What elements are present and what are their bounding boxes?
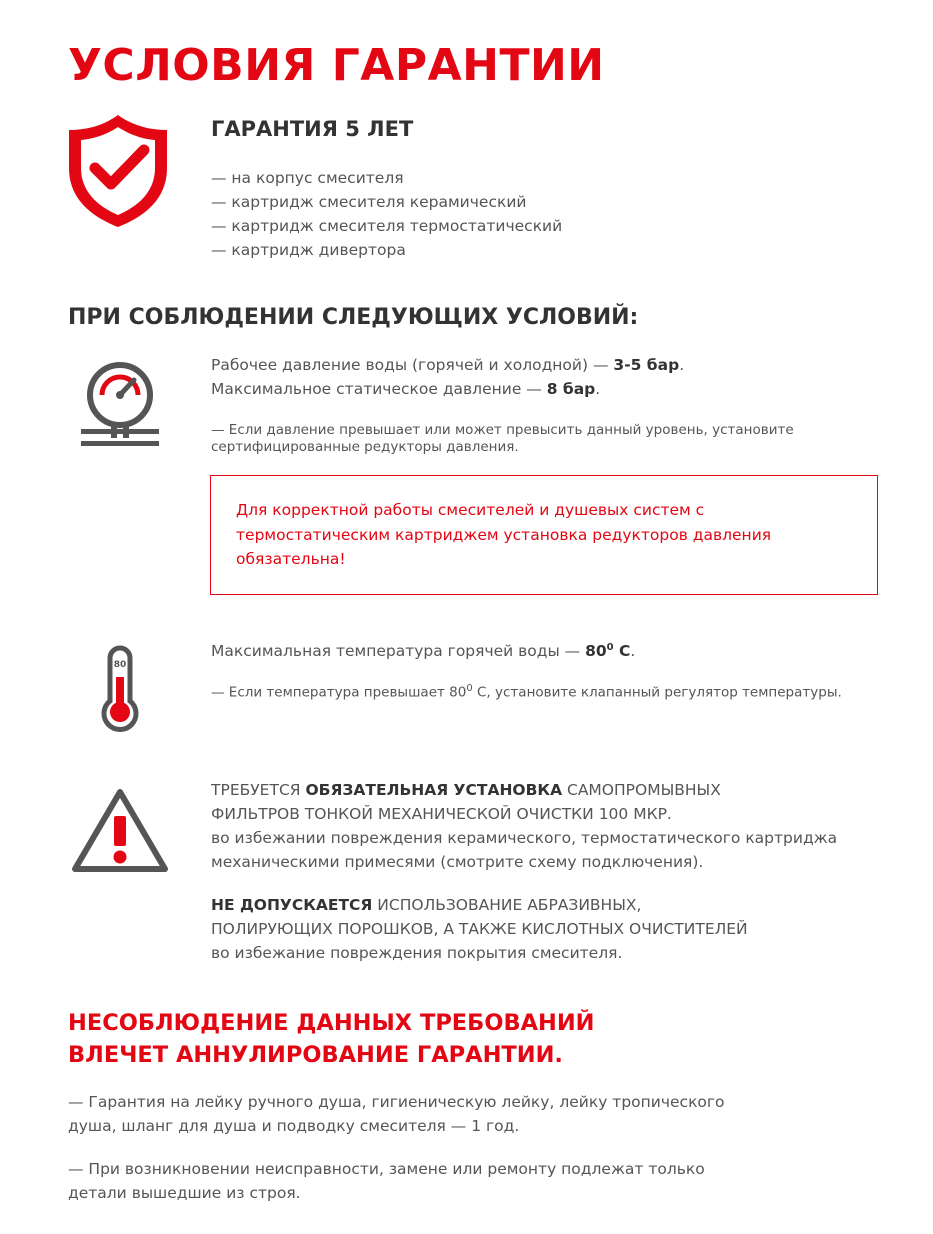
violation-warning: НЕСОБЛЮДЕНИЕ ДАННЫХ ТРЕБОВАНИЙ ВЛЕЧЕТ АННУЛИРОВАНИЕ ГАРАНТИИ. <box>68 1010 595 1068</box>
warning-icon <box>70 786 170 876</box>
footer-repair-note: — При возникновении неисправности, замене или ремонту подлежат только детали вышедшие из строя. <box>68 1160 705 1202</box>
pressure-note: — Если давление превышает или может превысить данный уровень, установите сертифицированные редукторы давления. <box>211 422 794 455</box>
footer-hoses-warranty: — Гарантия на лейку ручного душа, гигиеническую лейку, лейку тропического душа, шланг для душа и подводку смесителя — 1 год. <box>68 1093 725 1135</box>
shield-check-icon <box>66 112 171 230</box>
warranty-list <box>211 166 562 262</box>
thermometer-icon <box>96 644 144 734</box>
thermometer-label: 80 <box>113 660 127 670</box>
pressure-reducer-notice: Для корректной работы смесителей и душевых систем с термостатическим картриджем установка редукторов давления обязательна! <box>210 475 878 595</box>
conditions-heading: ПРИ СОБЛЮДЕНИИ СЛЕДУЮЩИХ УСЛОВИЙ: <box>68 305 639 330</box>
warranty-heading: ГАРАНТИЯ 5 ЛЕТ <box>211 117 414 141</box>
warranty-item: — на корпус смесителя <box>211 169 404 187</box>
temperature-note: — Если температура превышает $80^0$ С, установите клапанный регулятор температуры. <box>211 683 842 701</box>
filters-requirement: ТРЕБУЕТСЯ ОБЯЗАТЕЛЬНАЯ УСТАНОВКА САМОПРОМЫВНЫХ ФИЛЬТРОВ ТОНКОЙ МЕХАНИЧЕСКОЙ ОЧИСТКИ 100 МКР. во избежании повреждения керамического, термостатического картриджа механическими примесями (смотрите схему подключения). <box>211 781 838 871</box>
warranty-item: — картридж смесителя керамический <box>211 193 527 211</box>
pressure-max: Максимальное статическое давление — 8 бар. <box>211 380 601 398</box>
warranty-item: — картридж дивертора <box>211 241 406 259</box>
temperature-max: Максимальная температура горячей воды — $80^0$ С. <box>211 642 636 661</box>
page-title: УСЛОВИЯ ГАРАНТИИ <box>68 40 605 91</box>
abrasives-prohibition: НЕ ДОПУСКАЕТСЯ ИСПОЛЬЗОВАНИЕ АБРАЗИВНЫХ, ПОЛИРУЮЩИХ ПОРОШКОВ, А ТАКЖЕ КИСЛОТНЫХ ОЧИСТИТЕЛЕЙ во избежание повреждения покрытия смесителя. <box>211 896 748 962</box>
pressure-working: Рабочее давление воды (горячей и холодной) — 3-5 бар. <box>211 356 685 374</box>
pressure-gauge-icon <box>78 360 162 452</box>
warranty-item: — картридж смесителя термостатический <box>211 217 563 235</box>
